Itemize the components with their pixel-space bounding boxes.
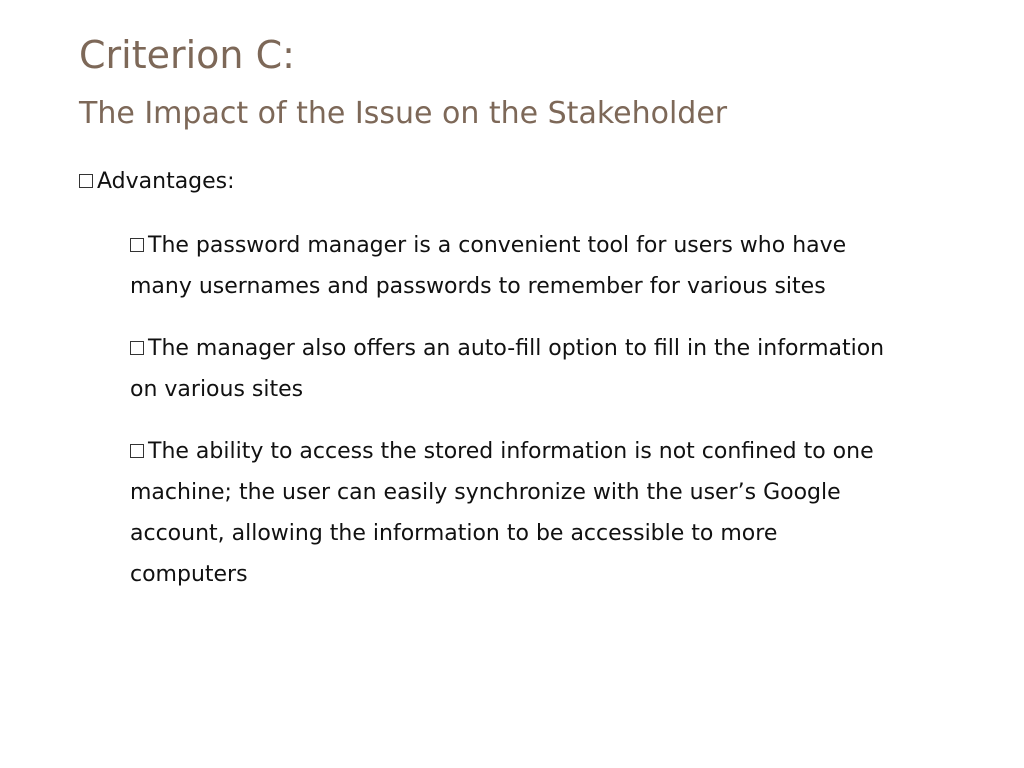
advantages-label: Advantages: [97, 169, 235, 194]
checkbox-bullet-icon [130, 238, 144, 252]
list-item-text: The ability to access the stored information is not confined to one machine; the user can easily synchronize with the user’s Google account, allowing the information to be accessible to more computers [130, 439, 874, 587]
list-item [130, 431, 890, 595]
list-item-text: The manager also offers an auto-fill option to fill in the information on various sites [130, 336, 885, 402]
slide-title: Criterion C: [79, 33, 295, 77]
list-item [130, 328, 890, 410]
advantages-list [130, 225, 890, 616]
checkbox-bullet-icon [79, 174, 93, 188]
list-item [130, 225, 890, 307]
slide-subtitle: The Impact of the Issue on the Stakeholder [79, 96, 728, 131]
list-item-text: The password manager is a convenient tool for users who have many usernames and passwords to remember for various sites [130, 233, 847, 299]
advantages-heading [79, 166, 235, 198]
checkbox-bullet-icon [130, 444, 144, 458]
checkbox-bullet-icon [130, 341, 144, 355]
